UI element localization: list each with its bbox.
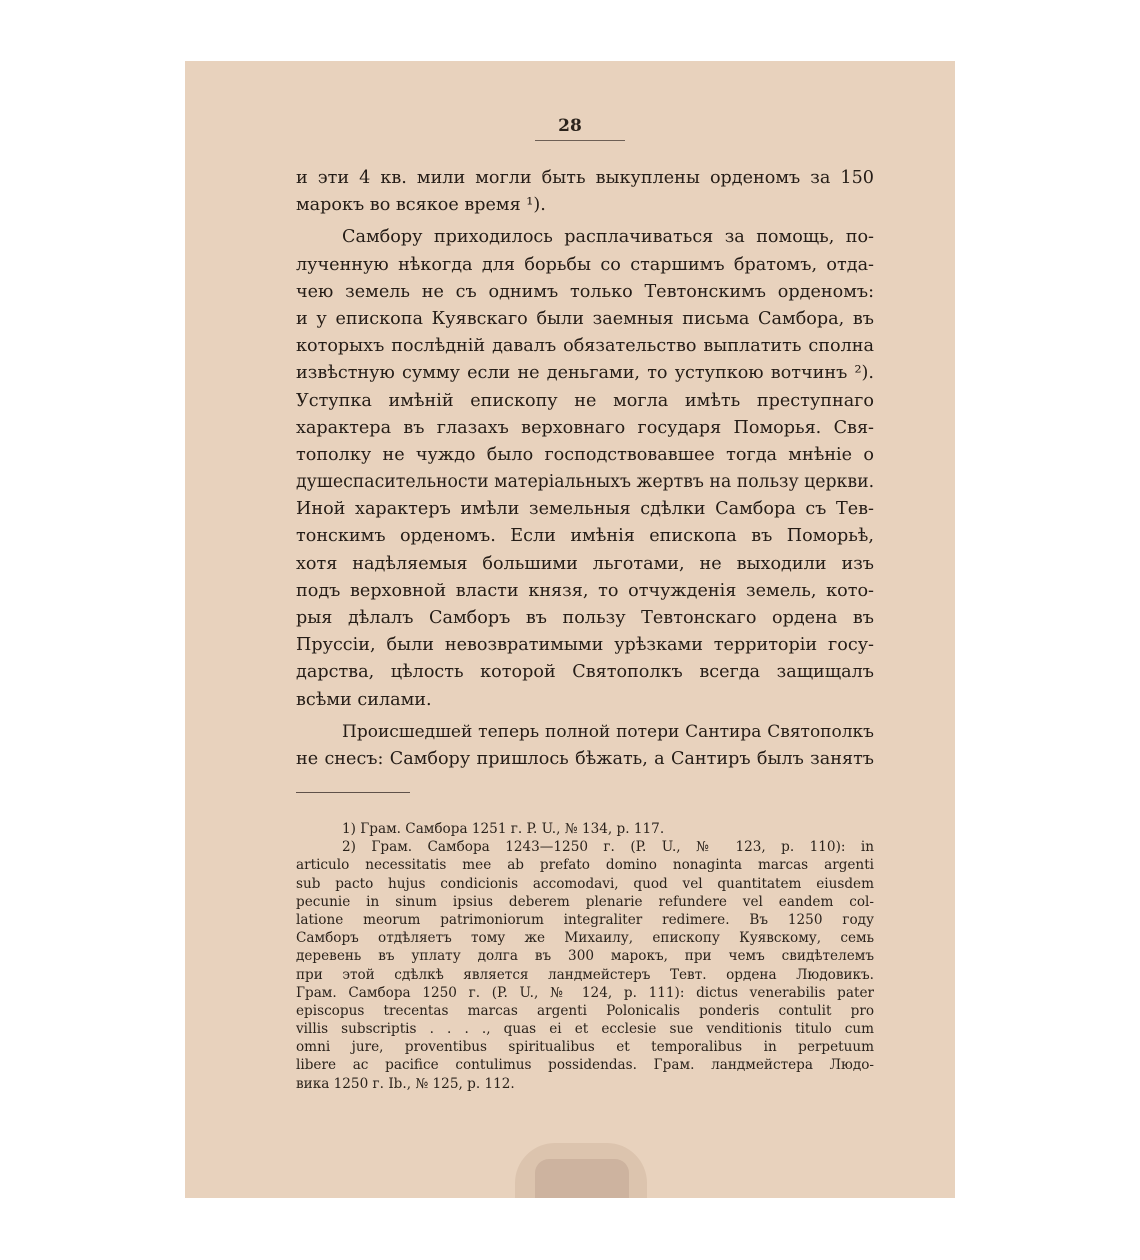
text-line: рыя дѣлалъ Самборъ въ пользу Тевтонскаго ордена въ — [296, 608, 874, 628]
text-line: Самбору приходилось расплачиваться за помощь, по- — [342, 227, 874, 248]
text-line: которыхъ послѣднiй давалъ обязательство выплатить сполна — [296, 336, 874, 357]
page-number: 28 — [558, 116, 582, 136]
footnote-line: latione meorum patrimoniorum integraliter redimere. Въ 1250 году — [296, 911, 874, 928]
text-line: чею земель не съ однимъ только Тевтонскимъ орденомъ: — [296, 281, 874, 302]
footnote-line: при этой сдѣлкѣ является ландмейстеръ Тевт. ордена Людовикъ. — [296, 966, 874, 983]
footnote-line: pecunie in sinum ipsius deberem plenarie refundere vel eandem col- — [296, 893, 874, 910]
footnote-line: Самборъ отдѣляетъ тому же Михаилу, епископу Куявскому, семь — [296, 930, 874, 947]
text-line: Пруссiи, были невозвратимыми урѣзками территорiи госу- — [296, 635, 874, 656]
body-text — [296, 165, 874, 773]
scanned-page — [185, 61, 955, 1198]
footnote-line: деревень въ уплату долга въ 300 марокъ, при чемъ свидѣтелемъ — [296, 948, 874, 965]
text-line: дарства, цѣлость которой Святополкъ всегда защищалъ — [296, 662, 874, 683]
text-line: характера въ глазахъ верховнаго государя Поморья. Свя- — [296, 417, 874, 438]
text-line: Происшедшей теперь полной потери Сантира Святополкъ — [342, 721, 874, 742]
text-line: марокъ во всякое время ¹). — [296, 195, 546, 216]
text-line: лученную нѣкогда для борьбы со старшимъ братомъ, отда- — [296, 254, 874, 275]
text-line: и у епископа Куявскаго были заемныя письма Самбора, въ — [296, 308, 874, 329]
footnote-line: episcopus trecentas marcas argenti Polonicalis ponderis contulit pro — [296, 1002, 874, 1019]
footnote-line: sub pacto hujus condicionis accomodavi, quod vel quantitatem eiusdem — [296, 875, 874, 892]
text-line: всѣми силами. — [296, 689, 432, 710]
text-line: Уступка имѣнiй епископу не могла имѣть преступнаго — [296, 390, 874, 411]
page-number-rule — [535, 140, 625, 141]
text-line: не снесъ: Самбору пришлось бѣжать, а Сантиръ былъ занятъ — [296, 748, 874, 769]
text-line: тонскимъ орденомъ. Если имѣнiя епископа въ Поморьѣ, — [296, 526, 874, 547]
footnotes — [296, 820, 874, 1093]
footnote-line: omni jure, proventibus spiritualibus et temporalibus in perpetuum — [296, 1039, 874, 1056]
footnote-line: вика 1250 г. Ib., № 125, p. 112. — [296, 1075, 515, 1092]
text-line: Иной характеръ имѣли земельныя сдѣлки Самбора съ Тев- — [296, 499, 874, 520]
text-line: душеспасительности матерiальныхъ жертвъ на пользу церкви. — [296, 472, 875, 493]
text-line: подъ верховной власти князя, то отчужденiя земель, кото- — [296, 580, 874, 601]
footnote-line: 1) Грам. Самбора 1251 г. P. U., № 134, p. 117. — [342, 821, 665, 837]
text-line: хотя надѣляемыя большими льготами, не выходили изъ — [296, 553, 874, 574]
footnote-line: 2) Грам. Самбора 1243—1250 г. (P. U., № 123, p. 110): in — [342, 839, 874, 856]
text-line: и эти 4 кв. мили могли быть выкуплены орденомъ за 150 — [296, 168, 874, 188]
text-line: тополку не чуждо было господствовавшее тогда мнѣнiе о — [296, 444, 874, 465]
footnote-rule — [296, 792, 410, 793]
text-line: извѣстную сумму если не деньгами, то уступкою вотчинъ ²). — [296, 363, 874, 384]
footnote-line: libere ac pacifice contulimus possidendas. Грам. ландмейстера Людо- — [296, 1057, 874, 1074]
scanner-thumb — [535, 1159, 629, 1198]
footnote-line: villis subscriptis . . . ., quas ei et ecclesie sue venditionis titulo cum — [296, 1021, 874, 1038]
footnote-line: Грам. Самбора 1250 г. (P. U., № 124, p. 111): dictus venerabilis pater — [296, 984, 874, 1001]
footnote-line: articulo necessitatis mee ab prefato domino nonaginta marcas argenti — [296, 857, 874, 874]
